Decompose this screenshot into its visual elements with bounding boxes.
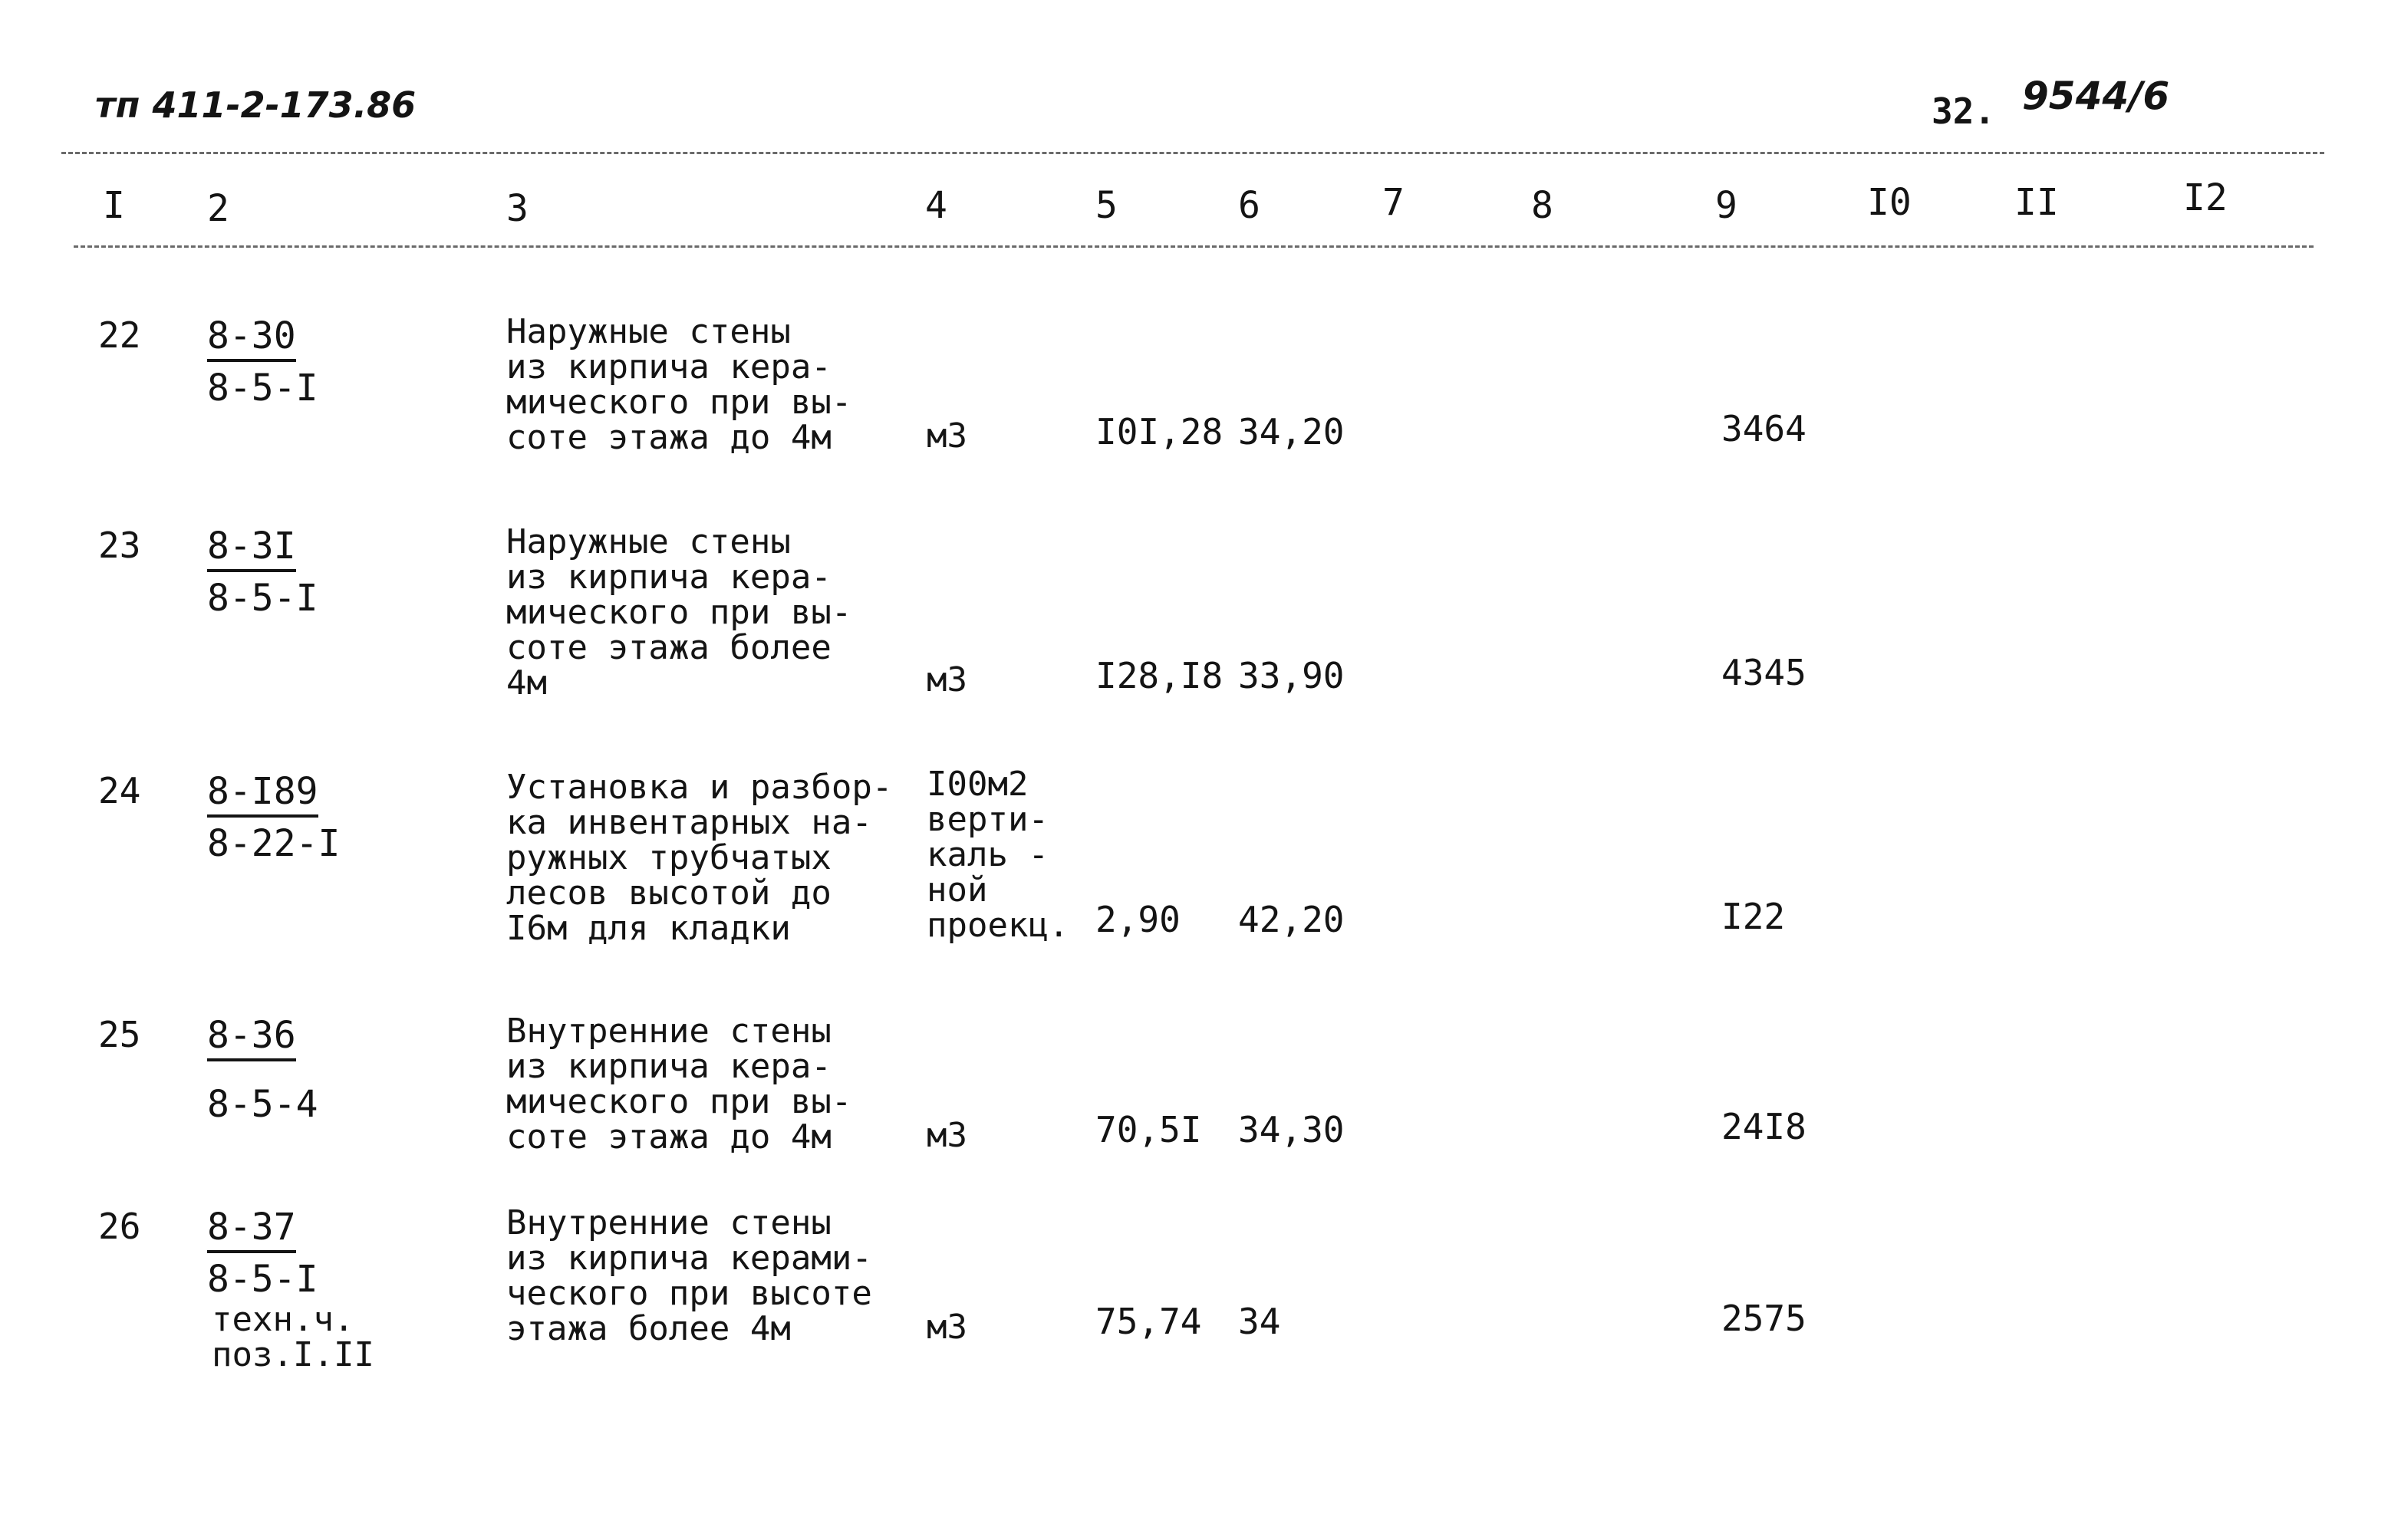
norm-code-bottom: 8-5-I: [207, 367, 318, 410]
norm-code: [207, 314, 296, 357]
unit: м3: [927, 1308, 967, 1347]
column-9-value: 4345: [1721, 652, 1807, 693]
archive-number: 9544/6: [2022, 74, 2170, 118]
work-description: Внутренние стены из кирпича керами- ческого при высоте этажа более 4м: [506, 1203, 872, 1348]
page-number: 32.: [1932, 90, 1996, 132]
row-number: 22: [98, 314, 141, 356]
norm-code-bottom: 8-5-I: [207, 577, 318, 620]
column-6-value: 42,20: [1238, 899, 1345, 940]
row-number: 25: [98, 1014, 141, 1055]
column-9-value: I22: [1721, 896, 1786, 937]
column-header-1: I: [103, 184, 125, 227]
column-6-value: 34: [1238, 1301, 1281, 1342]
header-rule: [74, 245, 2314, 248]
norm-code: [207, 770, 318, 813]
unit: м3: [927, 1116, 967, 1155]
column-header-8: 8: [1531, 184, 1553, 227]
work-description: Внутренние стены из кирпича кера- мического при вы- соте этажа до 4м: [506, 1012, 852, 1157]
column-header-9: 9: [1715, 184, 1737, 227]
work-description: Установка и разбор- ка инвентарных на- ружных трубчатых лесов высотой до I6м для кладки: [506, 768, 893, 948]
norm-code-top: 8-3I: [207, 525, 296, 572]
norm-code-top: 8-30: [207, 314, 296, 362]
column-header-7: 7: [1382, 181, 1405, 224]
column-6-value: 33,90: [1238, 655, 1345, 696]
column-9-value: 3464: [1721, 408, 1807, 449]
column-header-10: I0: [1867, 181, 1912, 224]
norm-code-top: 8-36: [207, 1014, 296, 1061]
unit: I00м2 верти- каль - ной проекц.: [927, 765, 1069, 945]
column-9-value: 2575: [1721, 1298, 1807, 1339]
norm-code-top: 8-37: [207, 1206, 296, 1253]
norm-code-bottom: 8-5-I: [207, 1258, 318, 1301]
norm-code-top: 8-I89: [207, 770, 318, 818]
unit: м3: [927, 660, 967, 699]
column-5-value: 75,74: [1095, 1301, 1202, 1342]
work-description: Наружные стены из кирпича кера- мического при вы- соте этажа до 4м: [506, 312, 852, 457]
norm-code: [207, 1014, 296, 1057]
column-5-value: I0I,28: [1095, 411, 1224, 452]
top-rule: [61, 152, 2324, 154]
column-6-value: 34,20: [1238, 411, 1345, 452]
row-number: 24: [98, 770, 141, 811]
document-code: тп 411-2-173.86: [95, 84, 417, 126]
column-header-2: 2: [207, 187, 229, 230]
column-header-3: 3: [506, 187, 529, 230]
unit: м3: [927, 416, 967, 456]
column-6-value: 34,30: [1238, 1109, 1345, 1150]
norm-code-bottom: 8-22-I: [207, 822, 341, 865]
column-5-value: 70,5I: [1095, 1109, 1202, 1150]
row-number: 26: [98, 1206, 141, 1247]
work-description: Наружные стены из кирпича кера- мического при вы- соте этажа более 4м: [506, 522, 852, 703]
column-header-11: II: [2014, 181, 2059, 224]
code-note: техн.ч. поз.I.II: [212, 1300, 374, 1374]
column-5-value: I28,I8: [1095, 655, 1224, 696]
column-header-6: 6: [1238, 184, 1260, 227]
column-header-12: I2: [2183, 176, 2228, 219]
column-header-4: 4: [925, 184, 947, 227]
column-9-value: 24I8: [1721, 1106, 1807, 1147]
column-5-value: 2,90: [1095, 899, 1181, 940]
norm-code: [207, 525, 296, 568]
column-header-5: 5: [1095, 184, 1118, 227]
norm-code-bottom: 8-5-4: [207, 1083, 318, 1126]
row-number: 23: [98, 525, 141, 566]
norm-code: [207, 1206, 296, 1249]
